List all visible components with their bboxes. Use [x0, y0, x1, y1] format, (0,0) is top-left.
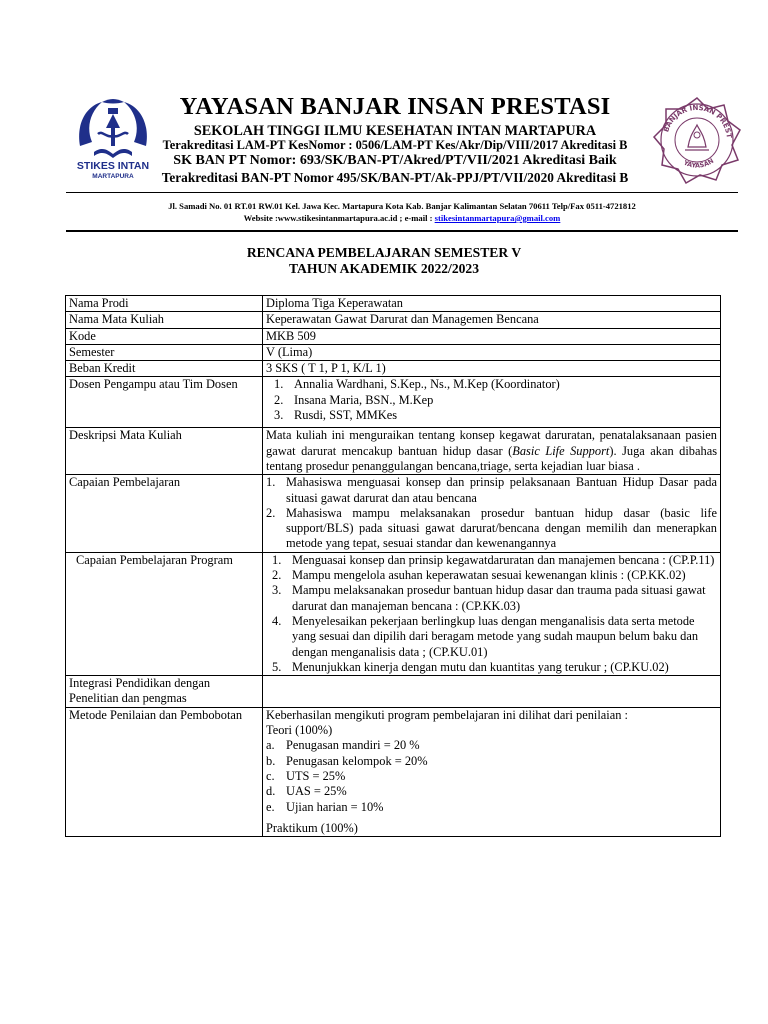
capaian-list	[266, 475, 717, 551]
academic-year: TAHUN AKADEMIK 2022/2023	[288, 261, 480, 276]
list-item: 5. Menunjukkan kinerja dengan mutu dan kuantitas yang terukur ; (CP.KU.02)	[272, 659, 669, 674]
row-value: 3 SKS ( T 1, P 1, K/L 1)	[263, 361, 721, 377]
row-label: Semester	[66, 344, 263, 360]
letterhead-subtitle: SEKOLAH TINGGI ILMU KESEHATAN INTAN MARTAPURA	[193, 123, 597, 139]
row-label: Nama Mata Kuliah	[66, 312, 263, 328]
table-row	[66, 296, 721, 312]
list-item: 4. Menyelesaikan pekerjaan berlingkup luas dengan menganalisis data serta metode yang sesuai dan dipilih dari beragam metode yang sudah maupun belum baku dan dengan menganalisis data ; (CP.KU.01)	[272, 613, 699, 659]
row-value: Mata kuliah ini menguraikan tentang konsep kegawat daruratan, penatalaksanaan pasien gawat darurat mencakup bantuan hidup dasar (Basic Life Support). Juga akan dibahas tentang prosedur penanggulangan bencana,triage, serta kejadian luar biasa .	[263, 428, 721, 475]
accreditation-line-3: Terakreditasi BAN-PT Nomor 495/SK/BAN-PT/Ak-PPJ/PT/VII/2020 Akreditasi B	[161, 170, 629, 185]
list-item: c. UTS = 25%	[266, 768, 346, 783]
list-item: 1. Menguasai konsep dan prinsip kegawatdaruratan dan manajemen bencana : (CP.P.11)	[272, 552, 715, 567]
list-item: 2. Insana Maria, BSN., M.Kep	[274, 392, 434, 407]
metode-praktikum: Praktikum (100%)	[266, 820, 358, 835]
list-item: 1. Annalia Wardhani, S.Kep., Ns., M.Kep (Koordinator)	[274, 377, 560, 392]
row-value	[263, 475, 721, 552]
row-label: Capaian Pembelajaran	[66, 475, 263, 552]
email-link[interactable]: stikesintanmartapura@gmail.com	[434, 213, 561, 223]
row-value	[263, 676, 721, 708]
row-label: Beban Kredit	[66, 361, 263, 377]
table-row	[66, 377, 721, 428]
row-value: Diploma Tiga Keperawatan	[263, 296, 721, 312]
metode-list	[266, 738, 717, 814]
list-item: 2. Mahasiswa mampu melaksanakan prosedur bantuan hidup dasar (basic life support/BLS) pada situasi gawat darurat/bencana dengan memilih dan menerapkan metode yang tepat, sesuai standar dan kewenangannya	[266, 505, 717, 551]
letterhead-rule-thick	[66, 230, 738, 232]
row-value	[263, 552, 721, 675]
website-email-line	[66, 213, 738, 223]
accreditation-line-2: SK BAN PT Nomor: 693/SK/BAN-PT/Akred/PT/VII/2021 Akreditasi Baik	[173, 153, 617, 168]
row-label: Kode	[66, 328, 263, 344]
row-value: MKB 509	[263, 328, 721, 344]
rps-table	[65, 295, 721, 837]
table-row	[66, 361, 721, 377]
letterhead-rule-thin	[66, 192, 738, 193]
table-row	[66, 428, 721, 475]
dosen-list	[266, 377, 717, 423]
list-item: 1. Mahasiswa menguasai konsep dan prinsip pelaksanaan Bantuan Hidup Dasar pada situasi gawat darurat dan atau bencana	[266, 475, 717, 505]
document-title: RENCANA PEMBELAJARAN SEMESTER V	[246, 245, 522, 260]
row-label: Metode Penilaian dan Pembobotan	[66, 707, 263, 836]
list-item: 3. Mampu melaksanakan prosedur bantuan hidup dasar dan trauma pada situasi gawat darurat dan manajeman bencana : (CP.KK.03)	[272, 583, 706, 613]
list-item: b. Penugasan kelompok = 20%	[266, 753, 428, 768]
list-item: a. Penugasan mandiri = 20 %	[266, 738, 420, 753]
stikes-intan-logo	[72, 94, 154, 186]
list-item: d. UAS = 25%	[266, 784, 347, 799]
row-value: Keperawatan Gawat Darurat dan Managemen Bencana	[263, 312, 721, 328]
row-label: Nama Prodi	[66, 296, 263, 312]
cpl-list	[266, 553, 717, 675]
row-label: Deskripsi Mata Kuliah	[66, 428, 263, 475]
table-row	[66, 676, 721, 708]
table-row	[66, 552, 721, 675]
table-row	[66, 344, 721, 360]
row-label: Integrasi Pendidikan dengan Penelitian dan pengmas	[66, 676, 263, 708]
row-label: Dosen Pengampu atau Tim Dosen	[66, 377, 263, 428]
letterhead-title: YAYASAN BANJAR INSAN PRESTASI	[179, 93, 611, 120]
logo-left-subtext: MARTAPURA	[92, 173, 134, 180]
metode-teori: Teori (100%)	[266, 723, 333, 738]
table-row	[66, 312, 721, 328]
row-value	[263, 707, 721, 836]
website-text: Website :www.stikesintanmartapura.ac.id ; e-mail :	[243, 213, 435, 223]
list-item: 2. Mampu mengelola asuhan keperawatan sesuai kewenangan klinis : (CP.KK.02)	[272, 568, 686, 583]
table-row	[66, 475, 721, 552]
logo-left-text: STIKES INTAN	[76, 160, 150, 172]
yayasan-seal-logo	[652, 95, 742, 185]
list-item: 3. Rusdi, SST, MMKes	[274, 408, 398, 423]
row-label: Capaian Pembelajaran Program	[66, 552, 263, 675]
seal-bottom-text: YAYASAN	[682, 156, 716, 170]
row-value: V (Lima)	[263, 344, 721, 360]
table-row	[66, 328, 721, 344]
address-line: Jl. Samadi No. 01 RT.01 RW.01 Kel. Jawa Kec. Martapura Kota Kab. Banjar Kalimantan Selatan 70611 Telp/Fax 0511-4721812	[168, 201, 636, 211]
list-item: e. Ujian harian = 10%	[266, 799, 384, 814]
seal-arc-text: BANJAR INSAN PREST	[662, 103, 733, 139]
table-row	[66, 707, 721, 836]
metode-intro: Keberhasilan mengikuti program pembelajaran ini dilihat dari penilaian :	[266, 707, 628, 722]
row-value	[263, 377, 721, 428]
accreditation-line-1: Terakreditasi LAM-PT KesNomor : 0506/LAM-PT Kes/Akr/Dip/VIII/2017 Akreditasi B	[162, 138, 628, 152]
